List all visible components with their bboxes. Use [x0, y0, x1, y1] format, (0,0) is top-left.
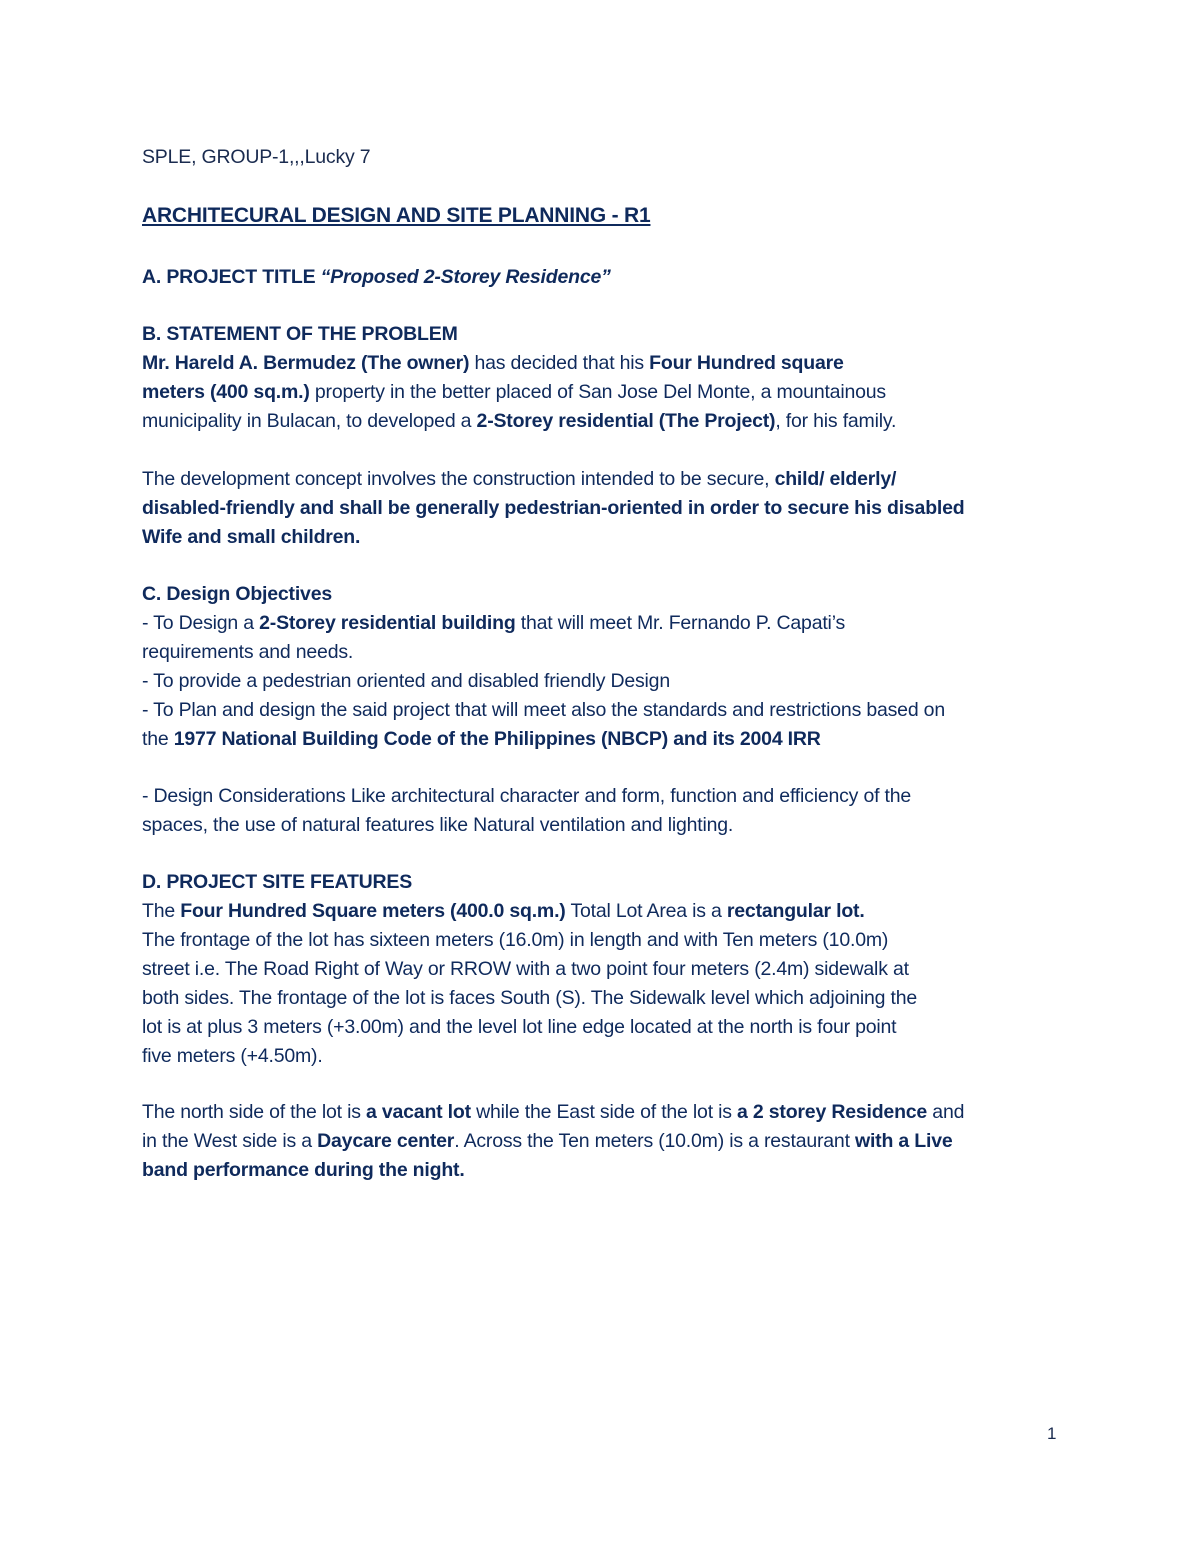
problem-line-2: meters (400 sq.m.) property in the better placed of San Jose Del Monte, a mountainous [142, 381, 886, 403]
site-line-4: both sides. The frontage of the lot is faces South (S). The Sidewalk level which adjoining the [142, 987, 918, 1009]
site-line-6: five meters (+4.50m). [142, 1045, 323, 1067]
objective-3-line-2: the 1977 National Building Code of the Philippines (NBCP) and its 2004 IRR [142, 728, 821, 750]
concept-line-2: disabled-friendly and shall be generally pedestrian-oriented in order to secure his disabled [142, 497, 965, 519]
problem-line-3: municipality in Bulacan, to developed a 2-Storey residential (The Project), for his family. [142, 410, 897, 432]
document-header: SPLE, GROUP-1,,,Lucky 7 [142, 146, 371, 168]
objective-2: - To provide a pedestrian oriented and disabled friendly Design [142, 670, 670, 692]
site-line-1: The Four Hundred Square meters (400.0 sq.m.) Total Lot Area is a rectangular lot. [142, 900, 865, 922]
problem-line-1: Mr. Hareld A. Bermudez (The owner) has decided that his Four Hundred square [142, 352, 844, 374]
objective-3-line-1: - To Plan and design the said project that will meet also the standards and restrictions based on [142, 699, 945, 721]
site-heading: D. PROJECT SITE FEATURES [142, 871, 413, 893]
objective-1-line-2: requirements and needs. [142, 641, 354, 663]
site-line-3: street i.e. The Road Right of Way or RROW with a two point four meters (2.4m) sidewalk at [142, 958, 909, 980]
project-title-value: “Proposed 2-Storey Residence” [320, 266, 611, 288]
project-title-line [142, 263, 611, 291]
document-title: ARCHITECURAL DESIGN AND SITE PLANNING - R1 [142, 204, 651, 227]
objectives-heading: C. Design Objectives [142, 583, 332, 605]
surroundings-line-1: The north side of the lot is a vacant lot while the East side of the lot is a 2 storey Residence and [142, 1101, 965, 1123]
page-number: 1 [1047, 1424, 1057, 1443]
concept-line-3: Wife and small children. [142, 526, 361, 548]
surroundings-line-3: band performance during the night. [142, 1159, 465, 1181]
surroundings-line-2: in the West side is a Daycare center. Across the Ten meters (10.0m) is a restaurant with a Live [142, 1130, 953, 1152]
objective-4-line-1: - Design Considerations Like architectural character and form, function and efficiency of the [142, 785, 912, 807]
objective-4-line-2: spaces, the use of natural features like Natural ventilation and lighting. [142, 814, 734, 836]
site-line-5: lot is at plus 3 meters (+3.00m) and the level lot line edge located at the north is four point [142, 1016, 897, 1038]
concept-line-1: The development concept involves the construction intended to be secure, child/ elderly/ [142, 468, 897, 490]
site-line-2: The frontage of the lot has sixteen meters (16.0m) in length and with Ten meters (10.0m) [142, 929, 889, 951]
problem-heading: B. STATEMENT OF THE PROBLEM [142, 323, 458, 345]
project-title-label: A. PROJECT TITLE [142, 266, 321, 288]
objective-1-line-1: - To Design a 2-Storey residential building that will meet Mr. Fernando P. Capati’s [142, 612, 846, 634]
